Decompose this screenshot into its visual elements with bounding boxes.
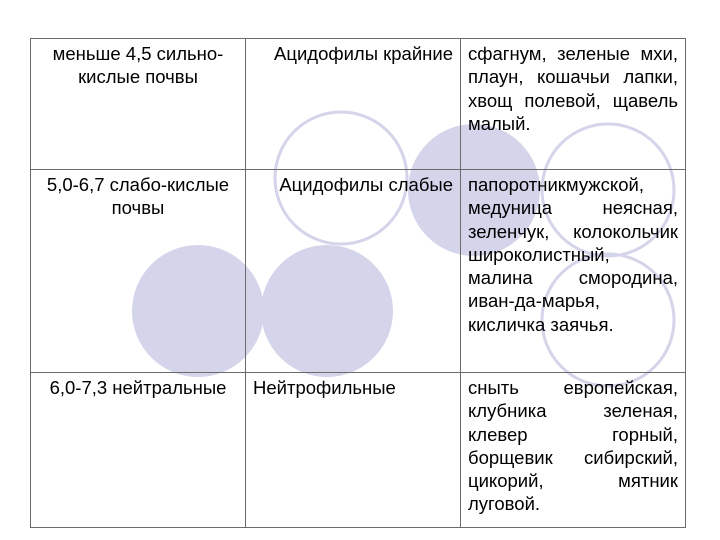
ph-range-cell: [31, 373, 246, 528]
species-cell: [461, 170, 686, 373]
species-cell: [461, 39, 686, 170]
ph-range-cell: [31, 39, 246, 170]
table-row: [31, 39, 686, 170]
ph-range-text: 6,0-7,3 нейтральные: [49, 377, 227, 398]
table-row: [31, 373, 686, 528]
ph-range-text: 5,0-6,7 слабо-кислые почвы: [46, 174, 230, 219]
species-text: сфагнум, зеленые мхи, плаун, кошачьи лапки, хвощ полевой, щавель малый.: [468, 43, 678, 134]
ph-range-text: меньше 4,5 сильно-кислые почвы: [52, 43, 224, 88]
plant-group-text: Нейтрофильные: [253, 377, 396, 398]
species-cell: [461, 373, 686, 528]
table-row: [31, 170, 686, 373]
species-text: сныть европейская, клубника зеленая, клевер горный, борщевик сибирский, цикорий, мятник луговой.: [468, 377, 678, 515]
plant-group-text: Ацидофилы крайние: [274, 43, 453, 64]
soil-acidity-table: [30, 38, 686, 528]
plant-group-cell: [246, 39, 461, 170]
ph-range-cell: [31, 170, 246, 373]
plant-group-cell: [246, 170, 461, 373]
plant-group-text: Ацидофилы слабые: [279, 174, 453, 195]
species-text: папоротникмужской, медуница неясная, зеленчук, колокольчик широколистный, малина смородина, иван-да-марья, кисличка заячья.: [468, 174, 678, 335]
plant-group-cell: [246, 373, 461, 528]
